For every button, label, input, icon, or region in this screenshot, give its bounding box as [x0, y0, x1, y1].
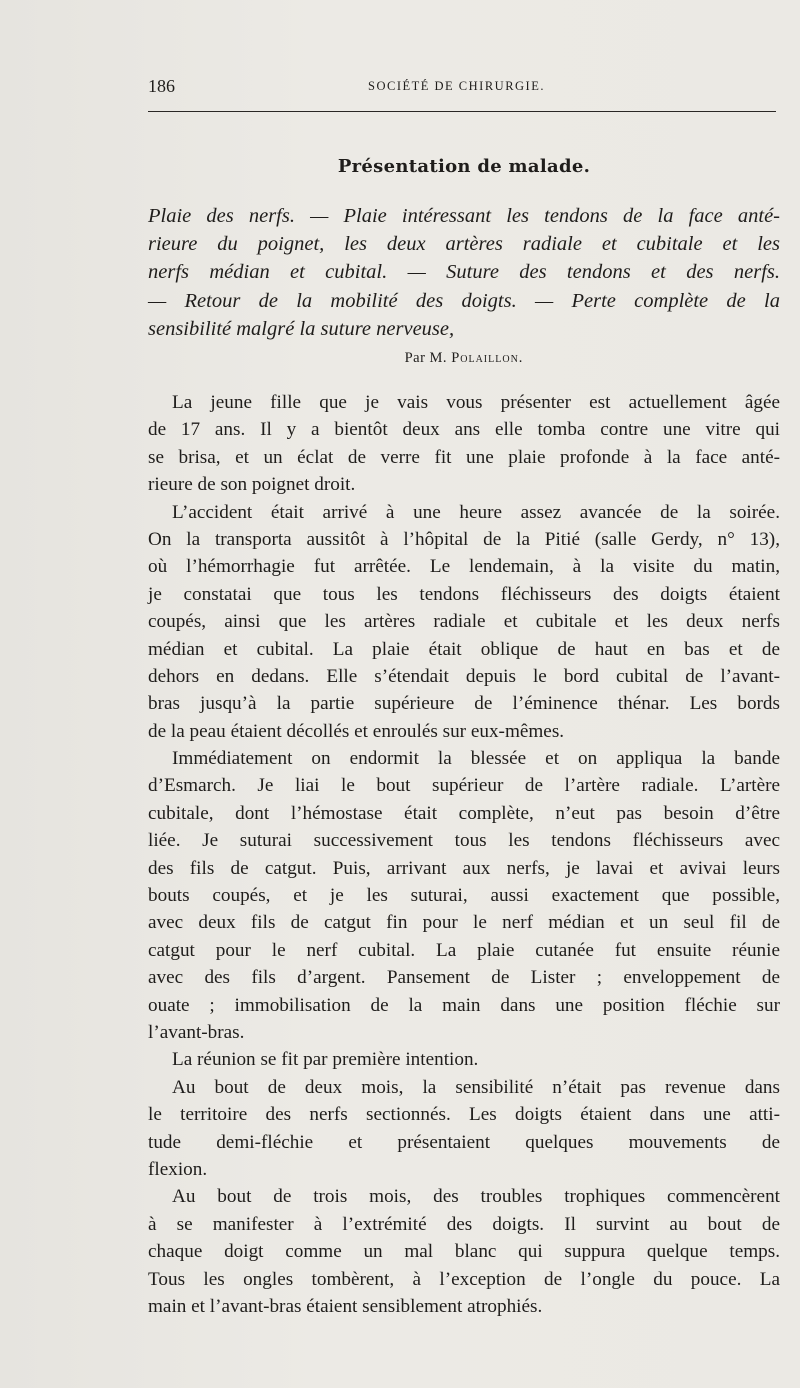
body-line: se brisa, et un éclat de verre fit une plaie profonde à la face anté- — [148, 446, 780, 468]
author-byline — [148, 350, 780, 367]
body-line: bouts coupés, et je les suturai, aussi exactement que possible, — [148, 885, 780, 907]
title-line: Plaie des nerfs. — Plaie intéressant les tendons de la face anté- — [148, 205, 780, 227]
body-line: le territoire des nerfs sectionnés. Les doigts étaient dans une atti- — [148, 1104, 780, 1126]
body-line: avec des fils d’argent. Pansement de Lister ; enveloppement de — [148, 967, 780, 989]
body-line: liée. Je suturai successivement tous les tendons fléchisseurs avec — [148, 830, 780, 852]
body-line: coupés, ainsi que les artères radiale et cubitale et les deux nerfs — [148, 611, 780, 633]
body-line: Au bout de deux mois, la sensibilité n’était pas revenue dans — [172, 1076, 780, 1098]
body-line: Au bout de trois mois, des troubles trophiques commencèrent — [172, 1186, 780, 1208]
body-line: rieure de son poignet droit. — [148, 474, 356, 496]
body-line: d’Esmarch. Je liai le bout supérieur de l’artère radiale. L’artère — [148, 775, 780, 797]
body-line: ouate ; immobilisation de la main dans une position fléchie sur — [148, 994, 780, 1016]
title-line: rieure du poignet, les deux artères radiale et cubitale et les — [148, 233, 780, 256]
body-line: dehors en dedans. Elle s’étendait depuis le bord cubital de l’avant- — [148, 665, 780, 687]
body-line: l’avant-bras. — [148, 1021, 245, 1043]
body-line: des fils de catgut. Puis, arrivant aux nerfs, je lavai et avivai leurs — [148, 857, 780, 879]
body-line: catgut pour le nerf cubital. La plaie cutanée fut ensuite réunie — [148, 939, 780, 961]
section-title: Présentation de malade. — [337, 156, 591, 177]
body-line: de 17 ans. Il y a bientôt deux ans elle tomba contre une vitre qui — [148, 419, 780, 441]
body-line: La réunion se fit par première intention. — [172, 1049, 479, 1071]
title-line: sensibilité malgré la suture nerveuse, — [148, 317, 455, 340]
author-name: Polaillon. — [451, 350, 524, 366]
body-line: flexion. — [148, 1158, 208, 1180]
body-line: main et l’avant-bras étaient sensiblement atrophiés. — [148, 1295, 543, 1317]
body-line: La jeune fille que je vais vous présenter est actuellement âgée — [172, 392, 780, 413]
body-text — [148, 389, 780, 1320]
body-line: chaque doigt comme un mal blanc qui suppura quelque temps. — [148, 1241, 780, 1263]
header-rule — [148, 111, 776, 112]
body-line: L’accident était arrivé à une heure assez avancée de la soirée. — [172, 501, 780, 523]
body-line: cubitale, dont l’hémostase était complète, n’eut pas besoin d’être — [148, 802, 780, 824]
body-line: je constatai que tous les tendons fléchisseurs des doigts étaient — [148, 583, 780, 605]
body-line: Tous les ongles tombèrent, à l’exception de l’ongle du pouce. La — [148, 1268, 780, 1290]
body-line: tude demi-fléchie et présentaient quelques mouvements de — [148, 1131, 780, 1153]
body-line: de la peau étaient décollés et enroulés sur eux-mêmes. — [148, 720, 565, 742]
body-line: Immédiatement on endormit la blessée et on appliqua la bande — [172, 748, 780, 770]
page-number: 186 — [148, 76, 175, 96]
body-line: médian et cubital. La plaie était oblique de haut en bas et de — [148, 638, 780, 660]
body-line: bras jusqu’à la partie supérieure de l’éminence thénar. Les bords — [148, 693, 780, 715]
running-head — [148, 76, 780, 98]
body-line: à se manifester à l’extrémité des doigts. Il survint au bout de — [148, 1213, 780, 1235]
body-line: avec deux fils de catgut fin pour le nerf médian et un seul fil de — [148, 912, 780, 934]
running-title: SOCIÉTÉ DE CHIRURGIE. — [368, 79, 545, 93]
article-title — [148, 202, 780, 343]
body-line: On la transporta aussitôt à l’hôpital de la Pitié (salle Gerdy, n° 13), — [148, 528, 780, 550]
author-prefix: Par M. — [404, 350, 448, 366]
title-line: — Retour de la mobilité des doigts. — Perte complète de la — [148, 289, 780, 312]
title-line: nerfs médian et cubital. — Suture des tendons et des nerfs. — [148, 261, 780, 284]
body-line: où l’hémorrhagie fut arrêtée. Le lendemain, à la visite du matin, — [148, 556, 780, 578]
